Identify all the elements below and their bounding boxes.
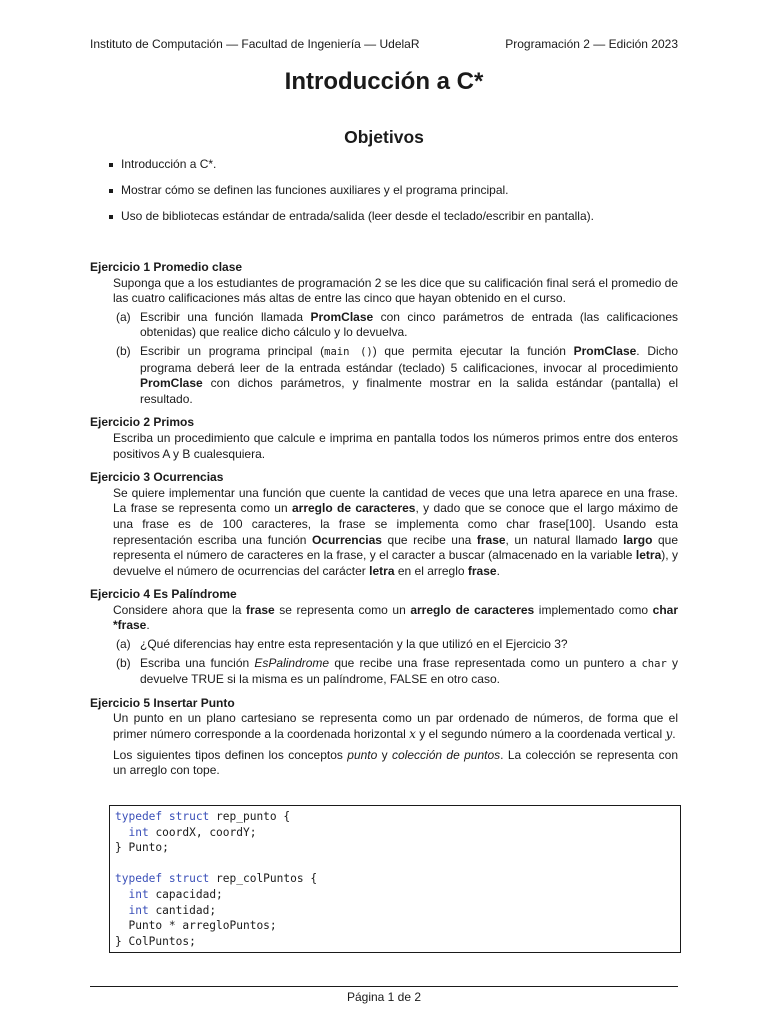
exercise-5 [90,696,678,779]
code-line: } Punto; [115,841,169,855]
exercise-4 [90,587,678,688]
code-line: int capacidad; [128,887,223,901]
objectives-list [90,156,678,234]
exercise-3 [90,470,678,579]
code-line: } ColPuntos; [115,934,196,948]
code-listing [109,805,681,953]
exercise-3-body: Se quiere implementar una función que cuente la cantidad de veces que una letra aparece en una frase. La frase se representa como un arreglo de caracteres, y dado que se conoce que el largo máximo de una frase es de 100 caracteres, la frase se implementa como char frase[100]. Usando esta representación escriba una función Ocurrencias que recibe una frase, un natural llamado largo que representa el número de caracteres en la frase, y el caracter a buscar (almacenado en la variable letra), y devuelve el número de ocurrencias del carácter letra en el arreglo frase. [113,485,679,578]
exercise-1 [90,260,678,407]
exercise-1-intro: Suponga que a los estudiantes de programación 2 se les dice que su calificación final será el promedio de las cuatro calificaciones más altas de entre las cinco que hayan obtenido en el curso. [113,275,678,306]
exercise-2 [90,415,678,462]
objective-item: Uso de bibliotecas estándar de entrada/salida (leer desde el teclado/escribir en pantalla). [90,208,678,234]
exercise-5-paragraph-2: Los siguientes tipos definen los conceptos punto y colección de puntos. La colección se representa con un arreglo con tope. [113,747,679,778]
exercise-2-title: Ejercicio 2 Primos [90,415,195,430]
exercise-1-title: Ejercicio 1 Promedio clase [90,260,243,274]
document-title: Introducción a C* [284,68,484,95]
exercise-4-parts [113,637,678,688]
code-line-blank [115,856,680,872]
code-line: typedef struct rep_punto { [115,810,291,823]
page [90,0,678,1024]
objective-item: Mostrar cómo se definen las funciones auxiliares y el programa principal. [90,182,678,208]
exercise-1-part-a: (a) Escribir una función llamada PromClase con cinco parámetros de entrada (las calificaciones obtenidas) que realice dicho cálculo y lo devuelva. [116,309,679,340]
exercise-4-part-a: (a) ¿Qué diferencias hay entre esta representación y la que utilizó en el Ejercicio 3? [116,637,568,652]
code-line: Punto * arregloPuntos; [115,919,277,933]
running-header [90,37,678,51]
exercise-1-part-b: (b) Escribir un programa principal (main ()) que permita ejecutar la función PromClase. Dicho programa deberá leer de la entrada estándar (teclado) 5 calificaciones, invocar al procedimiento PromClase con dichos parámetros, y finalmente mostrar en la salida estándar (pantalla) el resultado. [116,343,678,406]
footer-rule [90,986,678,987]
exercise-5-title: Ejercicio 5 Insertar Punto [90,695,235,710]
objectives-heading: Objetivos [344,127,424,147]
objective-item: Introducción a C*. [90,156,678,182]
exercise-4-part-b: (b) Escriba una función EsPalindrome que recibe una frase representada como un puntero a char y devuelve TRUE si la misma es un palíndrome, FALSE en otro caso. [116,655,679,687]
exercise-4-body: Considere ahora que la frase se representa como un arreglo de caracteres implementado como char *frase. [113,602,679,633]
exercise-5-paragraph-1: Un punto en un plano cartesiano se representa como un par ordenado de números, de forma que el primer número corresponde a la coordenada horizontal x y el segundo número a la coordenada vertical y. [113,711,678,742]
code-line: typedef struct rep_colPuntos { [115,872,318,886]
exercise-3-title: Ejercicio 3 Ocurrencias [90,470,224,485]
code-line: int coordX, coordY; [128,825,257,839]
exercise-1-parts [113,310,678,408]
code-line: int cantidad; [128,903,217,917]
exercise-2-body: Escriba un procedimiento que calcule e imprima en pantalla todos los números primos entre dos enteros positivos A y B cualesquiera. [113,430,678,461]
header-course: Programación 2 — Edición 2023 [505,37,678,51]
page-number: Página 1 de 2 [346,990,422,1004]
exercise-4-title: Ejercicio 4 Es Palíndrome [90,587,237,602]
exercises [90,260,678,787]
header-institution: Instituto de Computación — Facultad de Ingeniería — UdelaR [90,37,420,51]
